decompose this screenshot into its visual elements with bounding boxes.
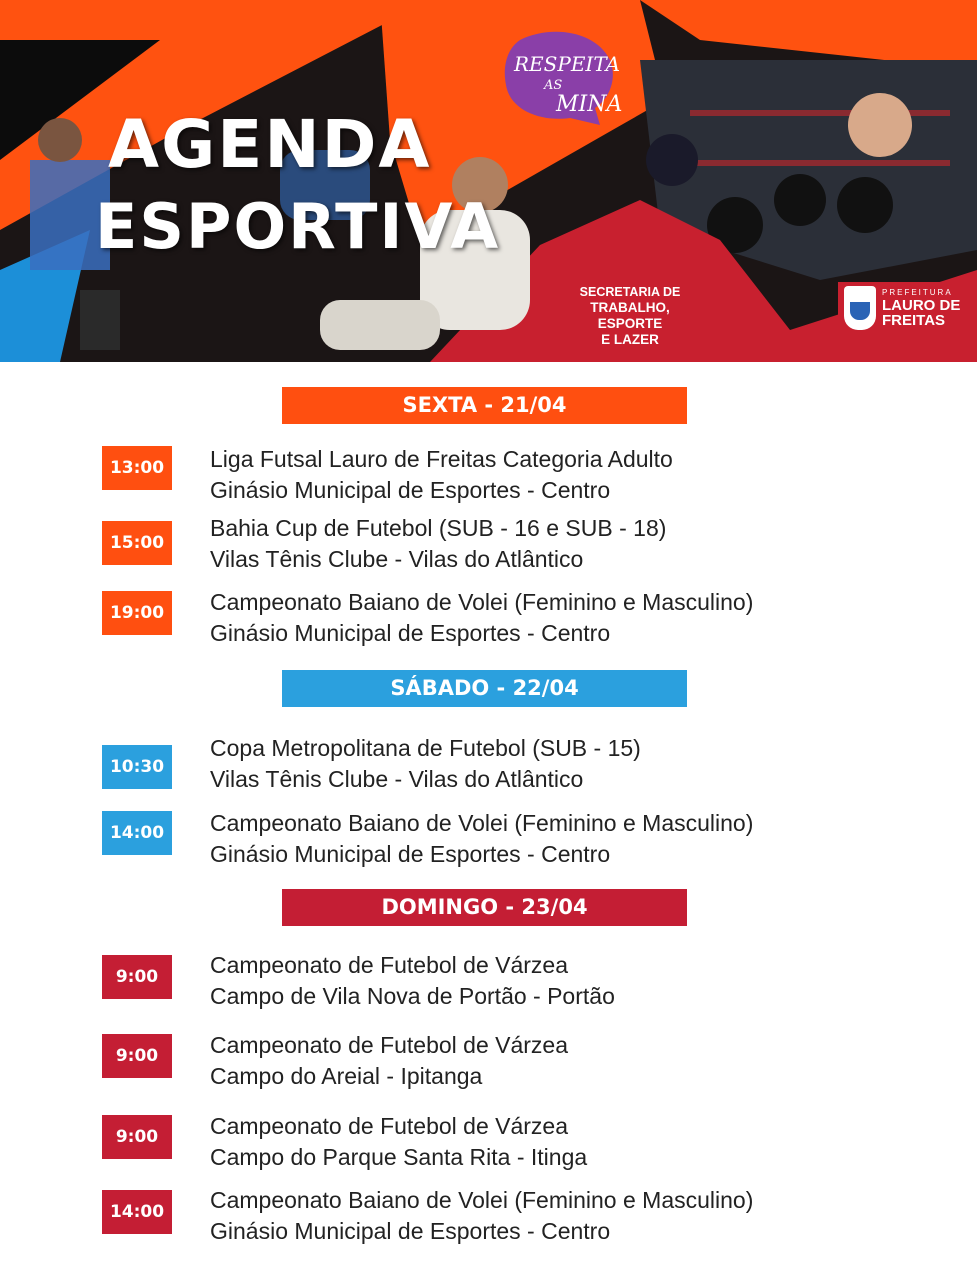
prefeitura-name-line2: FREITAS [882, 312, 946, 329]
time-badge: 13:00 [102, 446, 172, 490]
time-badge: 15:00 [102, 521, 172, 565]
day-header-sunday: DOMINGO - 23/04 [282, 889, 687, 926]
time-badge: 10:30 [102, 745, 172, 789]
time-badge: 19:00 [102, 591, 172, 635]
event-location: Ginásio Municipal de Esportes - Centro [210, 841, 611, 867]
secretaria-line3: E LAZER [601, 332, 659, 347]
banner-title-line2: ESPORTIVA [95, 190, 501, 263]
secretaria-label [560, 284, 700, 348]
logo-word-2: AS [544, 78, 563, 93]
prefeitura-name [882, 298, 960, 328]
event-entry [210, 733, 641, 795]
city-crest-icon [844, 286, 876, 330]
event-entry [210, 513, 666, 575]
event-entry [210, 1185, 753, 1247]
prefeitura-logo [838, 282, 968, 340]
event-entry [210, 587, 753, 649]
secretaria-line2: TRABALHO, ESPORTE [590, 300, 670, 331]
prefeitura-name-line1: LAURO DE [882, 297, 961, 314]
event-entry [210, 808, 753, 870]
event-title: Campeonato de Futebol de Várzea [210, 1113, 569, 1139]
logo-word-1: RESPEITA [514, 52, 621, 76]
event-title: Campeonato Baiano de Volei (Feminino e Masculino) [210, 589, 754, 615]
secretaria-line1: SECRETARIA DE [579, 285, 681, 299]
event-location: Campo do Parque Santa Rita - Itinga [210, 1144, 588, 1170]
event-title: Copa Metropolitana de Futebol (SUB - 15) [210, 735, 641, 761]
time-badge: 9:00 [102, 955, 172, 999]
event-location: Campo do Areial - Ipitanga [210, 1063, 483, 1089]
event-location: Campo de Vila Nova de Portão - Portão [210, 983, 615, 1009]
event-location: Ginásio Municipal de Esportes - Centro [210, 620, 611, 646]
header-banner [0, 0, 977, 362]
event-title: Bahia Cup de Futebol (SUB - 16 e SUB - 18) [210, 515, 667, 541]
time-badge: 14:00 [102, 811, 172, 855]
event-entry [210, 444, 673, 506]
event-title: Campeonato de Futebol de Várzea [210, 952, 569, 978]
event-location: Vilas Tênis Clube - Vilas do Atlântico [210, 546, 584, 572]
time-badge: 9:00 [102, 1034, 172, 1078]
event-location: Ginásio Municipal de Esportes - Centro [210, 477, 611, 503]
event-location: Vilas Tênis Clube - Vilas do Atlântico [210, 766, 584, 792]
event-location: Ginásio Municipal de Esportes - Centro [210, 1218, 611, 1244]
time-badge: 9:00 [102, 1115, 172, 1159]
event-title: Campeonato Baiano de Volei (Feminino e Masculino) [210, 1187, 754, 1213]
logo-word-3: MINA [556, 92, 623, 117]
respeita-as-mina-logo [500, 30, 623, 130]
event-title: Campeonato de Futebol de Várzea [210, 1032, 569, 1058]
prefeitura-label: PREFEITURA [882, 288, 953, 297]
banner-title-line1: AGENDA [108, 106, 432, 183]
event-title: Liga Futsal Lauro de Freitas Categoria Adulto [210, 446, 673, 472]
event-entry [210, 1030, 568, 1092]
event-title: Campeonato Baiano de Volei (Feminino e Masculino) [210, 810, 754, 836]
time-badge: 14:00 [102, 1190, 172, 1234]
day-header-friday: SEXTA - 21/04 [282, 387, 687, 424]
event-entry [210, 950, 615, 1012]
event-entry [210, 1111, 587, 1173]
day-header-saturday: SÁBADO - 22/04 [282, 670, 687, 707]
